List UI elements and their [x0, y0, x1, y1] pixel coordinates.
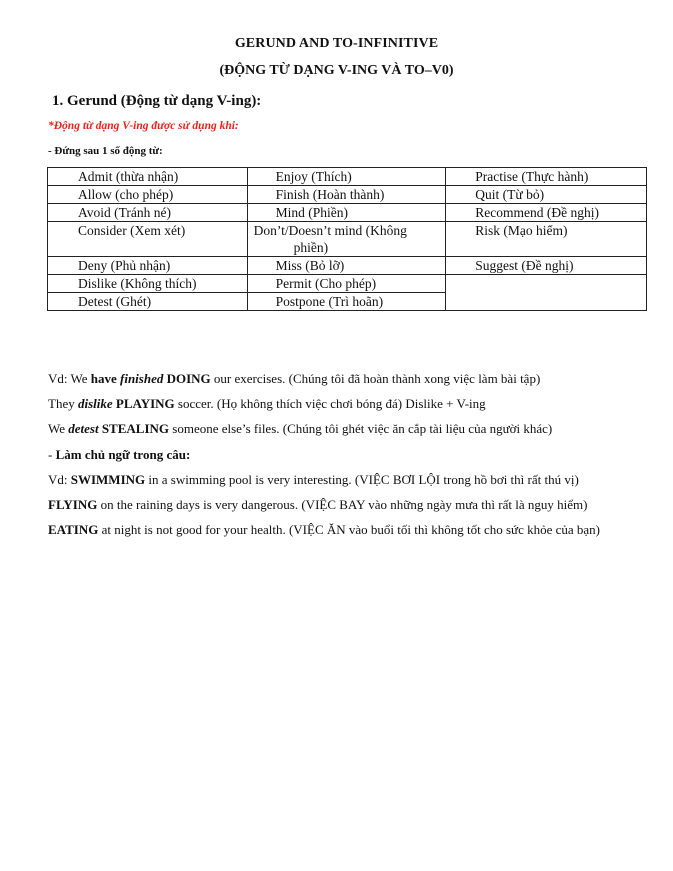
example-rest: soccer. (Họ không thích việc chơi bóng đá) Dislike + V-ing	[174, 396, 486, 411]
table-cell: Avoid (Tránh né)	[48, 204, 248, 222]
example-sentence	[48, 395, 653, 412]
table-row	[48, 168, 647, 186]
table-cell: Deny (Phủ nhận)	[48, 257, 248, 275]
example-prefix: They	[48, 396, 78, 411]
subject-heading-text: Làm chủ ngữ trong câu:	[55, 447, 191, 462]
subject-heading	[48, 446, 653, 463]
verb-table	[47, 167, 647, 311]
table-cell: Dislike (Không thích)	[48, 275, 248, 293]
table-cell: Practise (Thực hành)	[446, 168, 647, 186]
example-prefix: We	[48, 421, 69, 436]
document-title: GERUND AND TO-INFINITIVE	[234, 36, 439, 51]
example-bold: EATING	[48, 522, 99, 537]
example-prefix: Vd:	[48, 472, 71, 487]
table-cell: Allow (cho phép)	[48, 186, 248, 204]
example-bold-italic: finished	[120, 371, 164, 386]
table-cell: Mind (Phiền)	[247, 204, 446, 222]
section-heading-gerund: 1. Gerund (Động từ dạng V-ing):	[52, 93, 262, 109]
cell-line: Don’t/Doesn’t mind (Không	[253, 223, 407, 238]
subject-heading-prefix: -	[48, 447, 56, 462]
table-cell: Finish (Hoàn thành)	[247, 186, 446, 204]
example-bold: have	[90, 371, 117, 386]
table-row	[48, 275, 647, 293]
example-sentence	[48, 496, 653, 513]
table-cell	[247, 222, 446, 257]
table-cell: Recommend (Đề nghị)	[446, 204, 647, 222]
example-prefix: Vd: We	[48, 371, 91, 386]
table-cell: Risk (Mạo hiểm)	[446, 222, 647, 257]
example-rest: at night is not good for your health. (VIỆC ĂN vào buổi tối thì không tốt cho sức khỏe của bạn)	[98, 522, 601, 537]
table-cell: Miss (Bỏ lỡ)	[247, 257, 446, 275]
example-bold: FLYING	[48, 497, 98, 512]
example-sentence	[48, 521, 653, 538]
usage-note: *Động từ dạng V-ing được sử dụng khi:	[48, 120, 239, 132]
after-verb-heading: - Đứng sau 1 số động từ:	[48, 145, 163, 157]
document-subtitle: (ĐỘNG TỪ DẠNG V-ING VÀ TO–V0)	[219, 63, 454, 78]
example-bold: STEALING	[101, 421, 170, 436]
example-bold: PLAYING	[115, 396, 175, 411]
table-cell: Suggest (Đề nghị)	[446, 257, 647, 275]
example-sentence	[48, 471, 653, 488]
example-rest: our exercises. (Chúng tôi đã hoàn thành xong việc làm bài tập)	[210, 371, 541, 386]
table-cell: Consider (Xem xét)	[48, 222, 248, 257]
table-cell: Quit (Từ bỏ)	[446, 186, 647, 204]
example-bold: SWIMMING	[70, 472, 146, 487]
example-bold-italic: dislike	[77, 396, 113, 411]
example-rest: in a swimming pool is very interesting. (VIỆC BƠI LỘI trong hồ bơi thì rất thú vị)	[145, 472, 579, 487]
example-bold: DOING	[166, 371, 211, 386]
example-rest: someone else’s files. (Chúng tôi ghét việc ăn cắp tài liệu của người khác)	[169, 421, 553, 436]
table-row	[48, 186, 647, 204]
table-row	[48, 222, 647, 257]
table-cell: Permit (Cho phép)	[247, 275, 446, 293]
example-rest: on the raining days is very dangerous. (VIỆC BAY vào những ngày mưa thì rất là nguy hiểm)	[97, 497, 588, 512]
table-cell: Detest (Ghét)	[48, 293, 248, 311]
table-cell: Enjoy (Thích)	[247, 168, 446, 186]
cell-line-continuation: phiền)	[293, 240, 329, 255]
table-row	[48, 257, 647, 275]
example-sentence	[48, 420, 653, 437]
table-row	[48, 204, 647, 222]
example-sentence	[48, 370, 653, 387]
table-cell: Postpone (Trì hoãn)	[247, 293, 446, 311]
table-cell: Admit (thừa nhận)	[48, 168, 248, 186]
table-cell-empty	[446, 275, 647, 311]
example-bold-italic: detest	[68, 421, 99, 436]
